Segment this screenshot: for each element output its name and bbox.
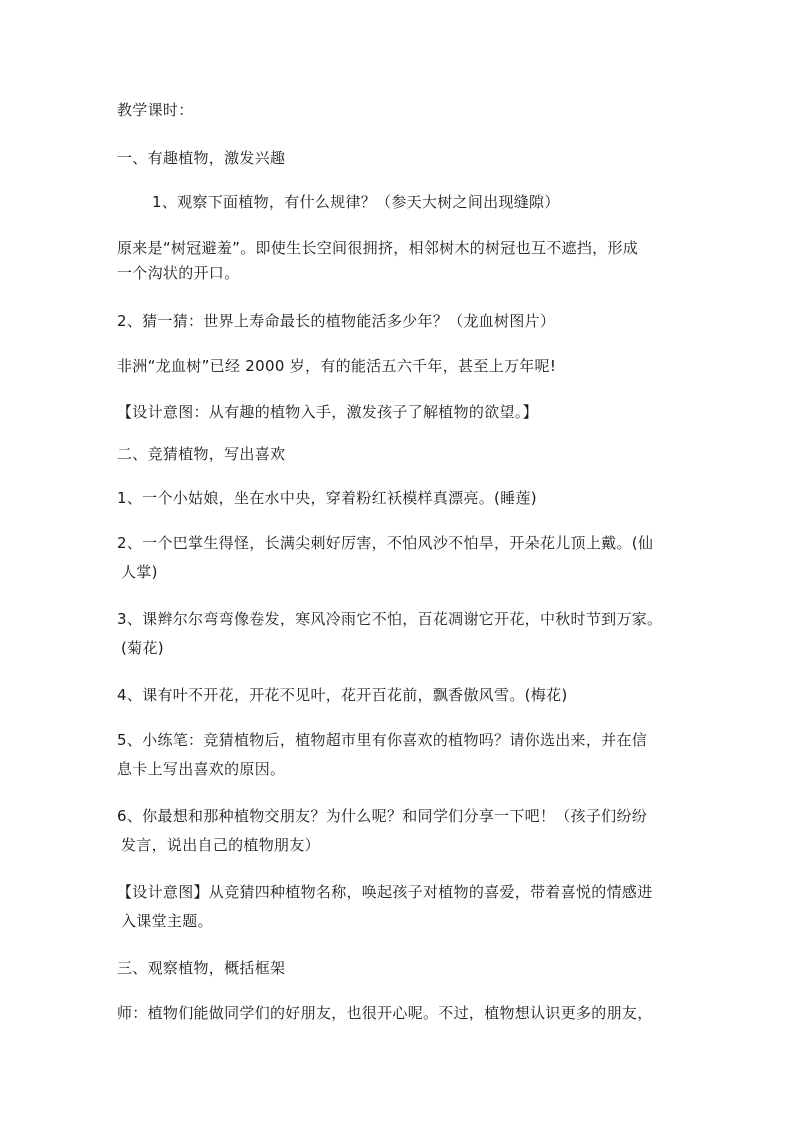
item-5-writing-cont: 息卡上写出喜欢的原因。 bbox=[117, 760, 286, 778]
item-6-share: 6、你最想和那种植物交朋友？为什么呢？和同学们分享一下吧！（孩子们纷纷 bbox=[117, 807, 648, 825]
teacher-paragraph: 师：植物们能做同学们的好朋友，也很开心呢。不过，植物想认识更多的朋友， bbox=[117, 1004, 653, 1022]
paragraph-dragon-tree: 非洲“龙血树”已经 2000 岁，有的能活五六千年，甚至上万年呢! bbox=[117, 357, 557, 375]
paragraph-crown-shyness-cont: 一个沟状的开口。 bbox=[117, 264, 240, 282]
riddle-2: 2、一个巴掌生得怪，长满尖刺好厉害，不怕风沙不怕旱，开朵花儿顶上戴。(仙 bbox=[117, 534, 654, 552]
paragraph-crown-shyness: 原来是“树冠避羞”。即使生长空间很拥挤，相邻树木的树冠也互不遮挡，形成 bbox=[117, 239, 639, 257]
item-6-share-cont: 发言，说出自己的植物朋友） bbox=[121, 836, 320, 854]
design-intent-2-cont: 入课堂主题。 bbox=[121, 912, 213, 930]
riddle-2-cont: 人掌) bbox=[121, 563, 158, 581]
paragraph-2-item: 2、猜一猜：世界上寿命最长的植物能活多少年？（龙血树图片） bbox=[117, 312, 556, 330]
section-heading-2: 二、竞猜植物，写出喜欢 bbox=[117, 445, 286, 463]
section-heading-1: 一、有趣植物，激发兴趣 bbox=[117, 149, 286, 167]
riddle-3-cont: (菊花) bbox=[121, 639, 164, 657]
riddle-3: 3、课辫尔尔弯弯像卷发，寒风冷雨它不怕，百花凋谢它开花，中秋时节到万家。 bbox=[117, 610, 663, 628]
riddle-4: 4、课有叶不开花，开花不见叶，花开百花前，飘香傲风雪。(梅花) bbox=[117, 686, 568, 704]
item-5-writing: 5、小练笔：竞猜植物后，植物超市里有你喜欢的植物吗？请你选出来，并在信 bbox=[117, 731, 648, 749]
design-intent-2: 【设计意图】从竞猜四种植物名称，唤起孩子对植物的喜爱，带着喜悦的情感进 bbox=[117, 883, 653, 901]
paragraph-1-item: 1、观察下面植物，有什么规律？（参天大树之间出现缝隙） bbox=[152, 193, 560, 211]
design-intent-1: 【设计意图：从有趣的植物入手，激发孩子了解植物的欲望。】 bbox=[117, 403, 538, 421]
riddle-1: 1、一个小姑娘，坐在水中央，穿着粉红袄模样真漂亮。(睡莲) bbox=[117, 489, 537, 507]
section-heading-3: 三、观察植物，概括框架 bbox=[117, 959, 286, 977]
lesson-hours-label: 教学课时： bbox=[117, 101, 194, 119]
